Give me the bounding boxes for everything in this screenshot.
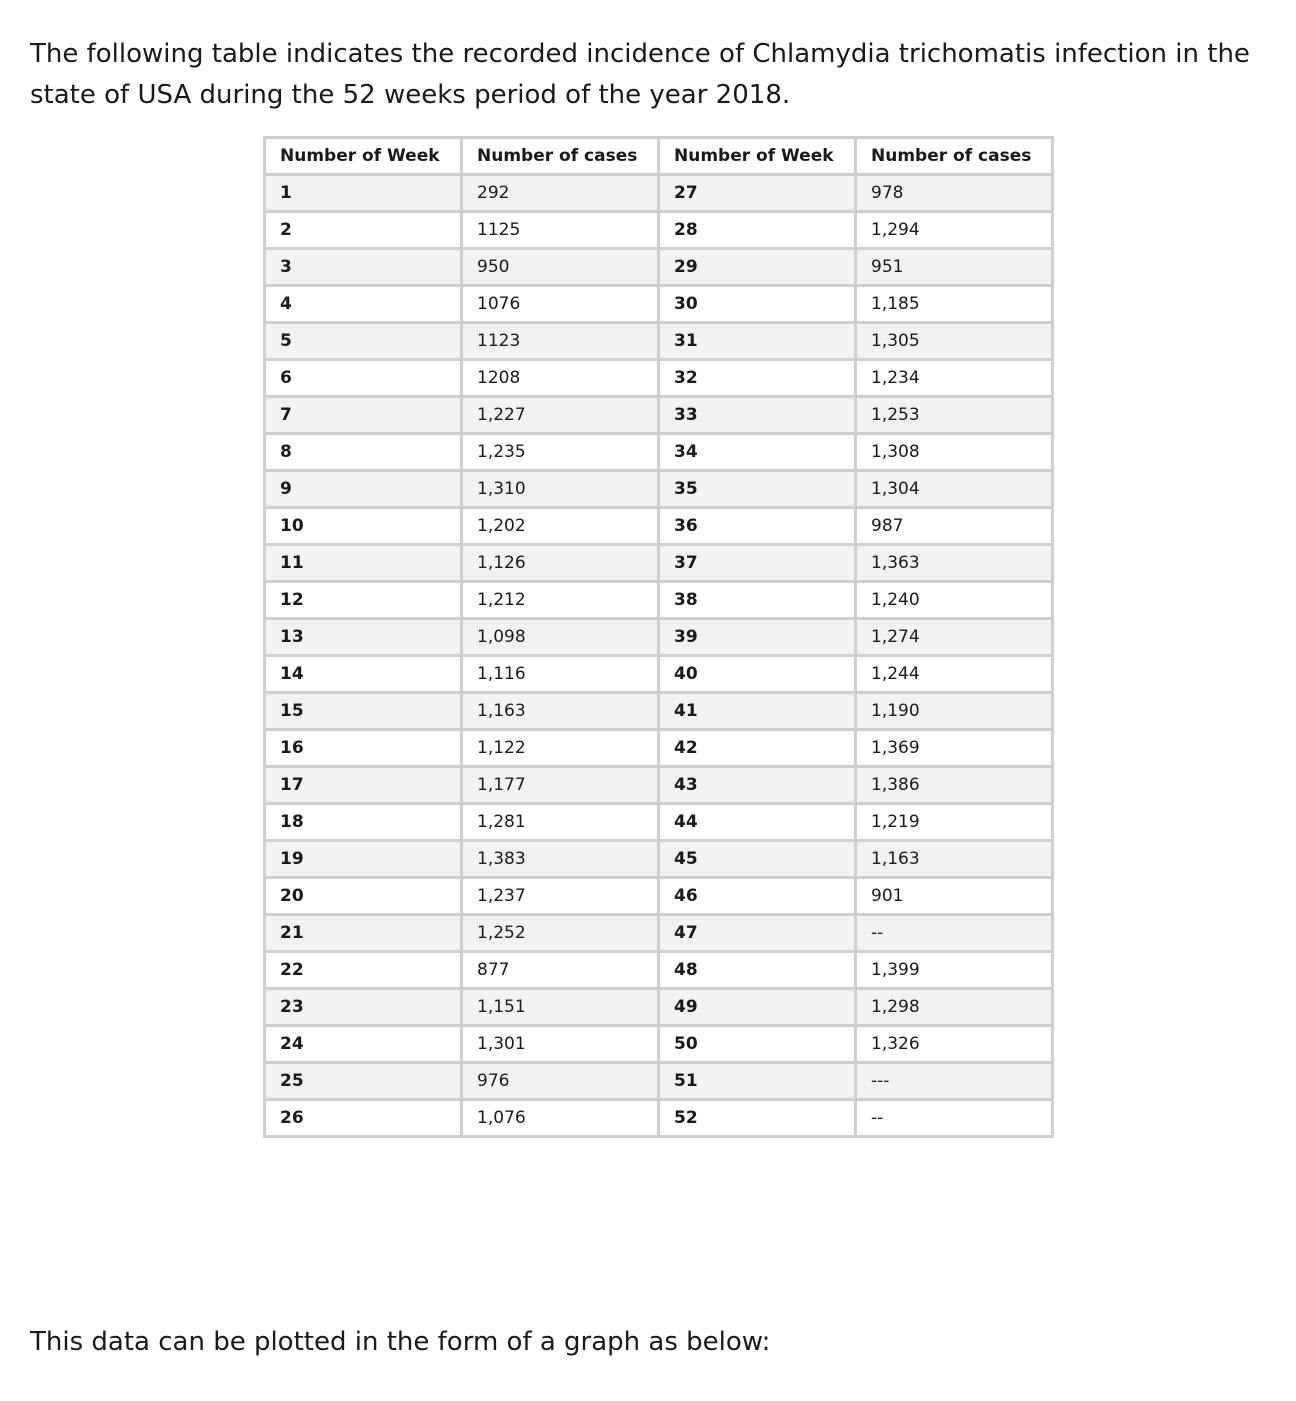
cases-cell: 1,252: [462, 915, 659, 952]
cases-cell: 1,190: [856, 693, 1053, 730]
cases-cell: 1,076: [462, 1100, 659, 1137]
week-cell: 25: [265, 1063, 462, 1100]
week-cell: 27: [659, 175, 856, 212]
week-cell: 31: [659, 323, 856, 360]
cases-cell: 1,383: [462, 841, 659, 878]
week-cell: 43: [659, 767, 856, 804]
table-row: [265, 508, 1053, 545]
week-cell: 49: [659, 989, 856, 1026]
table-row: [265, 952, 1053, 989]
week-cell: 40: [659, 656, 856, 693]
table-row: [265, 730, 1053, 767]
cases-cell: 1,185: [856, 286, 1053, 323]
cases-cell: --: [856, 1100, 1053, 1137]
table-row: [265, 841, 1053, 878]
cases-cell: 1125: [462, 212, 659, 249]
table-row: [265, 434, 1053, 471]
week-cell: 16: [265, 730, 462, 767]
table-row: [265, 1026, 1053, 1063]
cases-cell: 1,399: [856, 952, 1053, 989]
week-cell: 14: [265, 656, 462, 693]
week-cell: 4: [265, 286, 462, 323]
week-cell: 21: [265, 915, 462, 952]
week-cell: 10: [265, 508, 462, 545]
table-row: [265, 878, 1053, 915]
week-cell: 15: [265, 693, 462, 730]
header-cases-1: Number of cases: [462, 138, 659, 175]
table-body: [265, 175, 1053, 1137]
cases-cell: 1,177: [462, 767, 659, 804]
week-cell: 41: [659, 693, 856, 730]
cases-cell: 1,212: [462, 582, 659, 619]
week-cell: 18: [265, 804, 462, 841]
week-cell: 39: [659, 619, 856, 656]
table-row: [265, 989, 1053, 1026]
cases-cell: 1,126: [462, 545, 659, 582]
cases-cell: 1,281: [462, 804, 659, 841]
cases-cell: 950: [462, 249, 659, 286]
table-row: [265, 397, 1053, 434]
cases-cell: 976: [462, 1063, 659, 1100]
cases-cell: 1,098: [462, 619, 659, 656]
week-cell: 11: [265, 545, 462, 582]
cases-cell: 1,244: [856, 656, 1053, 693]
cases-cell: 1,310: [462, 471, 659, 508]
table-row: [265, 175, 1053, 212]
cases-cell: 1,163: [856, 841, 1053, 878]
cases-cell: 1,326: [856, 1026, 1053, 1063]
outro-paragraph: This data can be plotted in the form of a graph as below:: [30, 1327, 771, 1357]
week-cell: 32: [659, 360, 856, 397]
cases-cell: 1,219: [856, 804, 1053, 841]
week-cell: 50: [659, 1026, 856, 1063]
cases-cell: 951: [856, 249, 1053, 286]
week-cell: 45: [659, 841, 856, 878]
cases-cell: 1,227: [462, 397, 659, 434]
week-cell: 37: [659, 545, 856, 582]
cases-cell: 978: [856, 175, 1053, 212]
cases-cell: --: [856, 915, 1053, 952]
week-cell: 42: [659, 730, 856, 767]
cases-cell: 1,308: [856, 434, 1053, 471]
week-cell: 2: [265, 212, 462, 249]
table-row: [265, 360, 1053, 397]
week-cell: 19: [265, 841, 462, 878]
cases-table: [263, 136, 1054, 1138]
week-cell: 52: [659, 1100, 856, 1137]
week-cell: 26: [265, 1100, 462, 1137]
week-cell: 22: [265, 952, 462, 989]
week-cell: 13: [265, 619, 462, 656]
table-row: [265, 915, 1053, 952]
week-cell: 38: [659, 582, 856, 619]
cases-cell: 987: [856, 508, 1053, 545]
table-row: [265, 286, 1053, 323]
week-cell: 51: [659, 1063, 856, 1100]
week-cell: 7: [265, 397, 462, 434]
cases-cell: 292: [462, 175, 659, 212]
week-cell: 48: [659, 952, 856, 989]
cases-cell: 877: [462, 952, 659, 989]
cases-cell: 1,304: [856, 471, 1053, 508]
cases-cell: 1208: [462, 360, 659, 397]
header-week-1: Number of Week: [265, 138, 462, 175]
table-row: [265, 249, 1053, 286]
week-cell: 23: [265, 989, 462, 1026]
week-cell: 5: [265, 323, 462, 360]
week-cell: 24: [265, 1026, 462, 1063]
table-row: [265, 545, 1053, 582]
week-cell: 47: [659, 915, 856, 952]
week-cell: 9: [265, 471, 462, 508]
week-cell: 33: [659, 397, 856, 434]
cases-cell: 1,240: [856, 582, 1053, 619]
week-cell: 17: [265, 767, 462, 804]
week-cell: 20: [265, 878, 462, 915]
intro-paragraph: The following table indicates the recorded incidence of Chlamydia trichomatis infection in the state of USA during the 52 weeks period of the year 2018.: [30, 39, 1250, 110]
table-header-row: [265, 138, 1053, 175]
week-cell: 36: [659, 508, 856, 545]
cases-cell: 1,305: [856, 323, 1053, 360]
table-row: [265, 767, 1053, 804]
table-row: [265, 619, 1053, 656]
cases-cell: 1,294: [856, 212, 1053, 249]
cases-cell: 901: [856, 878, 1053, 915]
week-cell: 29: [659, 249, 856, 286]
cases-cell: 1,151: [462, 989, 659, 1026]
week-cell: 8: [265, 434, 462, 471]
week-cell: 3: [265, 249, 462, 286]
week-cell: 35: [659, 471, 856, 508]
week-cell: 6: [265, 360, 462, 397]
table-row: [265, 1063, 1053, 1100]
week-cell: 44: [659, 804, 856, 841]
week-cell: 1: [265, 175, 462, 212]
cases-cell: 1,237: [462, 878, 659, 915]
cases-cell: 1,274: [856, 619, 1053, 656]
cases-cell: 1,202: [462, 508, 659, 545]
table-row: [265, 693, 1053, 730]
table-row: [265, 656, 1053, 693]
cases-cell: 1,369: [856, 730, 1053, 767]
cases-cell: 1,253: [856, 397, 1053, 434]
cases-cell: 1,301: [462, 1026, 659, 1063]
table-row: [265, 582, 1053, 619]
cases-cell: 1,386: [856, 767, 1053, 804]
table-row: [265, 804, 1053, 841]
cases-cell: ---: [856, 1063, 1053, 1100]
header-cases-2: Number of cases: [856, 138, 1053, 175]
cases-cell: 1,163: [462, 693, 659, 730]
cases-cell: 1123: [462, 323, 659, 360]
table-row: [265, 471, 1053, 508]
cases-cell: 1,122: [462, 730, 659, 767]
table-row: [265, 1100, 1053, 1137]
cases-cell: 1,116: [462, 656, 659, 693]
cases-cell: 1076: [462, 286, 659, 323]
cases-cell: 1,363: [856, 545, 1053, 582]
cases-cell: 1,235: [462, 434, 659, 471]
table-row: [265, 323, 1053, 360]
cases-cell: 1,234: [856, 360, 1053, 397]
week-cell: 28: [659, 212, 856, 249]
table-row: [265, 212, 1053, 249]
week-cell: 46: [659, 878, 856, 915]
week-cell: 34: [659, 434, 856, 471]
header-week-2: Number of Week: [659, 138, 856, 175]
week-cell: 12: [265, 582, 462, 619]
cases-cell: 1,298: [856, 989, 1053, 1026]
week-cell: 30: [659, 286, 856, 323]
